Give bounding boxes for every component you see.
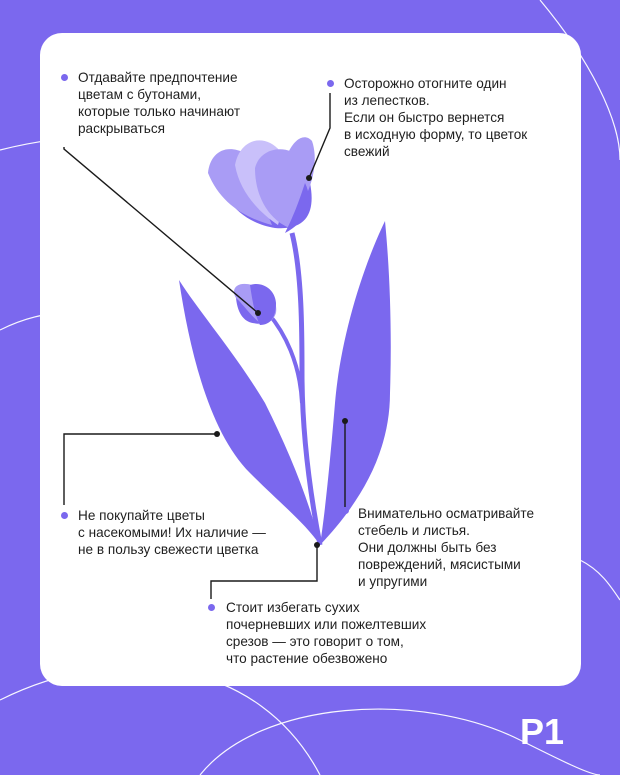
tip-insects: Не покупайте цветы с насекомыми! Их наличие — не в пользу свежести цветка <box>78 508 266 557</box>
tip-stem: Внимательно осматривайте стебель и листья. Они должны быть без повреждений, мясистыми и упругими <box>358 506 535 589</box>
bullet-buds <box>61 74 68 81</box>
right-leaf <box>320 221 391 545</box>
insect-hole <box>205 417 217 431</box>
bullet-cut <box>208 604 215 611</box>
p1-logo <box>520 714 582 748</box>
main-flower <box>208 137 315 233</box>
callout-line-insects <box>64 434 216 505</box>
logo-text: Р1 <box>520 714 565 748</box>
bullet-insects <box>61 512 68 519</box>
info-card <box>40 33 581 686</box>
bullet-stem <box>342 507 349 514</box>
bullet-petal <box>327 80 334 87</box>
flower-bud <box>234 284 276 325</box>
tip-cut: Стоит избегать сухих почерневших или пожелтевших срезов — это говорит о том, что растение обезвожено <box>226 600 427 666</box>
tip-buds: Отдавайте предпочтение цветам с бутонами, которые только начинают раскрываться <box>78 70 241 136</box>
bud-stem <box>268 313 302 403</box>
tip-petal: Осторожно отогните один из лепестков. Если он быстро вернется в исходную форму, то цветок свежий <box>344 76 528 159</box>
